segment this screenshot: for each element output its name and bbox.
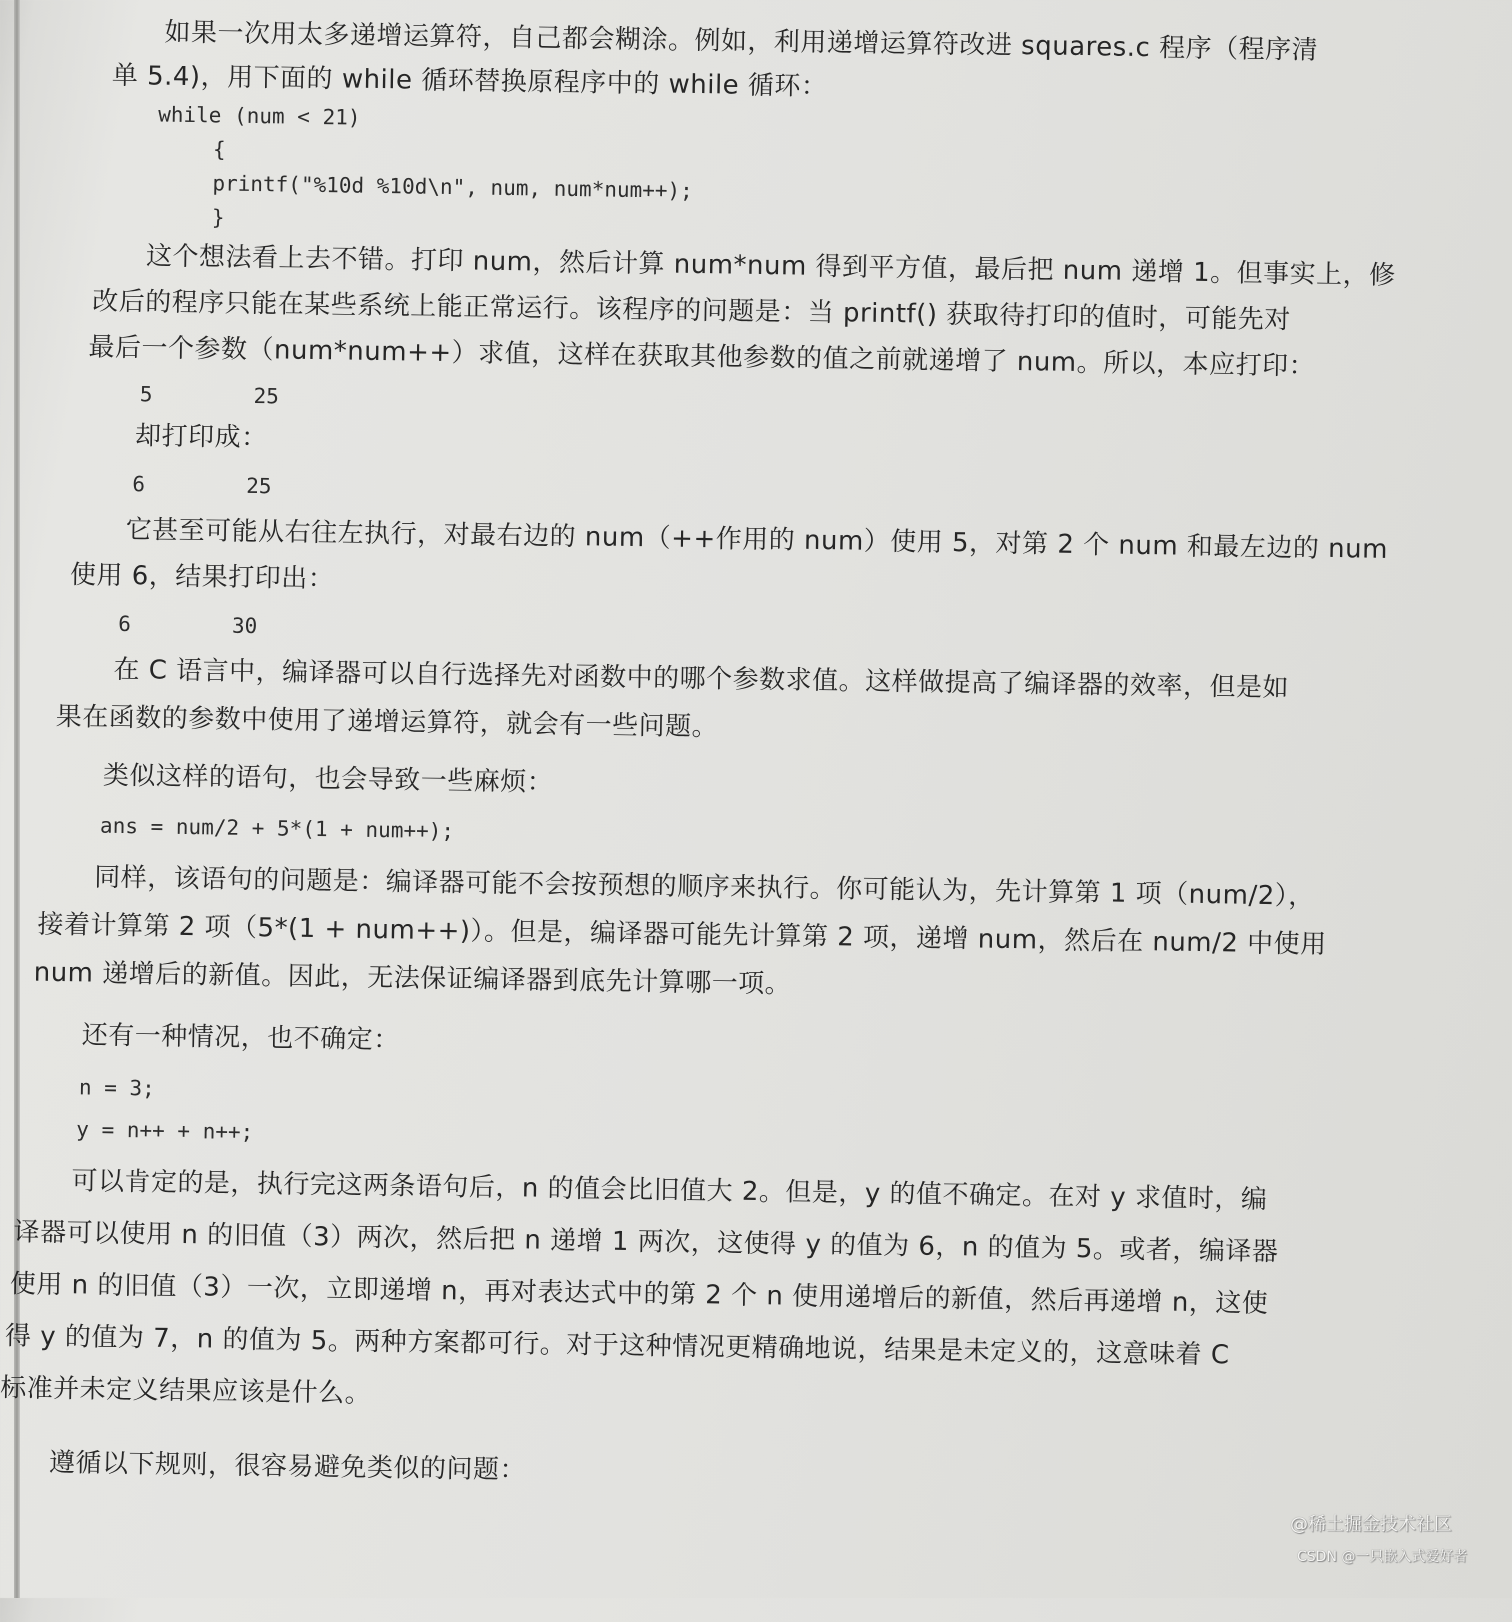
text-line: num 递增后的新值。因此，无法保证编译器到底先计算哪一项。 [33, 957, 792, 1000]
text-line: 如果一次用太多递增运算符，自己都会糊涂。例如，利用递增运算符改进 squares.c 程序（程序清 [164, 17, 1319, 66]
code-line: printf("%10d %10d\n", num, num*num++); [186, 170, 694, 203]
juejin-watermark: @稀土掘金技术社区 [1290, 1514, 1452, 1535]
code-line: { [187, 136, 226, 162]
text-line: 在 C 语言中，编译器可以自行选择先对函数中的哪个参数求值。这样做提高了编译器的效率，但是如 [113, 654, 1290, 704]
output-line: 6 25 [132, 472, 272, 499]
text-line: 这个想法看上去不错。打印 num，然后计算 num*num 得到平方值，最后把 num 递增 1。但事实上，修 [145, 241, 1396, 291]
text-line: 得 y 的值为 7，n 的值为 5。两种方案都可行。对于这种情况更精确地说，结果是未定义的，这意味着 C [4, 1321, 1230, 1371]
text-line: 单 5.4)，用下面的 while 循环替换原程序中的 while 循环： [111, 60, 828, 103]
output-line: 5 25 [139, 382, 280, 409]
text-line: 译器可以使用 n 的旧值（3）两次，然后把 n 递增 1 两次，这使得 y 的值为 6，n 的值为 5。或者，编译器 [13, 1217, 1279, 1268]
text-line: 却打印成： [134, 421, 268, 454]
text-line: 还有一种情况，也不确定： [81, 1020, 400, 1056]
text-line: 使用 n 的旧值（3）一次，立即递增 n，再对表达式中的第 2 个 n 使用递增后的新值，然后再递增 n，这使 [9, 1269, 1269, 1320]
code-line: ans = num/2 + 5*(1 + num++); [99, 813, 455, 844]
text-line: 遵循以下规则，很容易避免类似的问题： [48, 1447, 527, 1486]
code-line: } [186, 204, 225, 230]
text-line: 可以肯定的是，执行完这两条语句后，n 的值会比旧值大 2。但是，y 的值不确定。在对 y 求值时，编 [71, 1166, 1268, 1216]
code-line: y = n++ + n++; [76, 1117, 254, 1145]
csdn-watermark: CSDN @一只嵌入式爱好者 [1297, 1549, 1468, 1565]
text-line: 果在函数的参数中使用了递增运算符，就会有一些问题。 [55, 701, 719, 743]
text-line: 标准并未定义结果应该是什么。 [0, 1373, 372, 1410]
text-line: 改后的程序只能在某些系统上能正常运行。该程序的问题是：当 printf() 获取待打印的值时，可能先对 [92, 286, 1291, 336]
output-line: 6 30 [118, 611, 258, 639]
text-line: 类似这样的语句，也会导致一些麻烦： [102, 760, 554, 798]
text-line: 接着计算第 2 项（5*(1 + num++)）。但是，编译器可能先计算第 2 项，递增 num，然后在 num/2 中使用 [37, 909, 1327, 960]
code-line: while (num < 21) [158, 102, 361, 130]
text-line: 最后一个参数（num*num++）求值，这样在获取其他参数的值之前就递增了 num。所以，本应打印： [88, 332, 1316, 382]
code-line: n = 3; [78, 1075, 155, 1101]
text-line: 使用 6，结果打印出： [69, 560, 335, 595]
text-line: 它甚至可能从右往左执行，对最右边的 num（++作用的 num）使用 5，对第 2 个 num 和最左边的 num [125, 515, 1389, 565]
text-line: 同样，该语句的问题是：编译器可能不会按预想的顺序来执行。你可能认为，先计算第 1 项（num/2）， [93, 862, 1315, 912]
